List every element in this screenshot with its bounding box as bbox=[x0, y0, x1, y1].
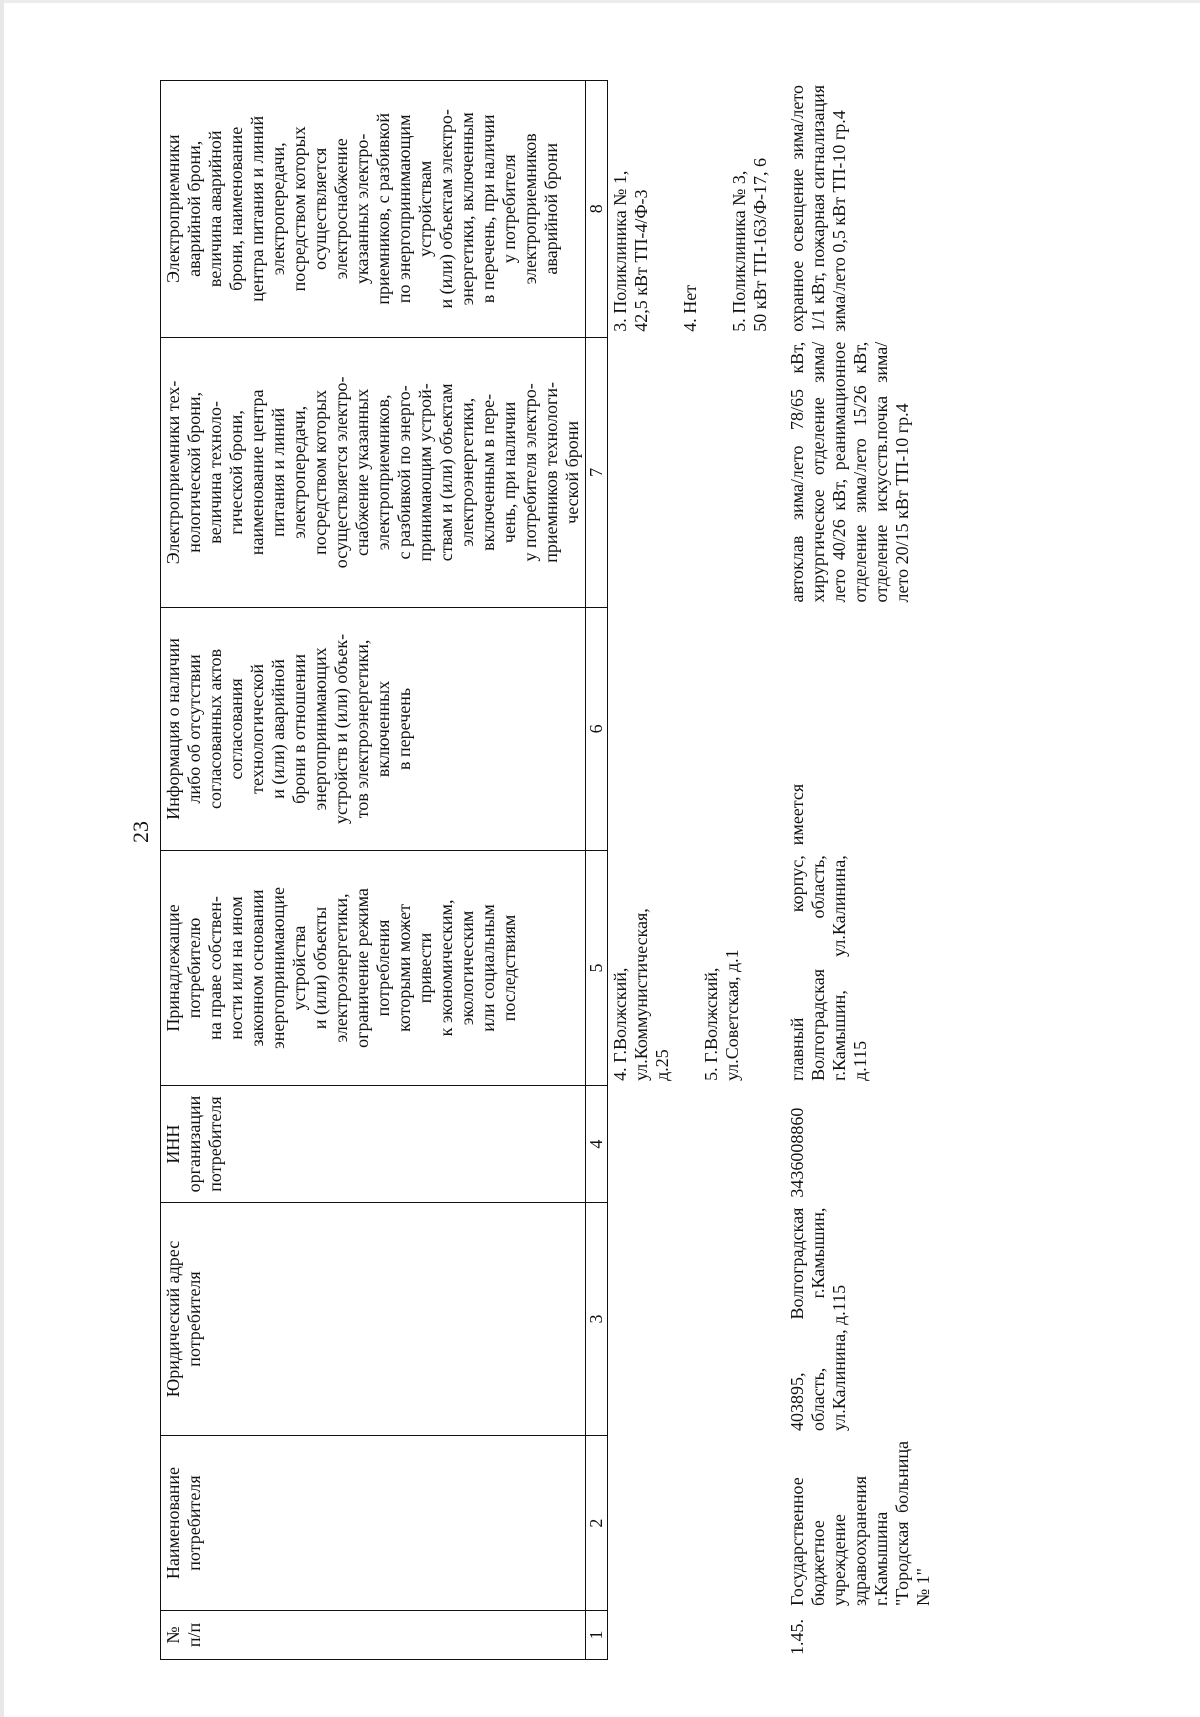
col-number: 8 bbox=[586, 81, 608, 338]
column-number-row bbox=[586, 81, 608, 1660]
header-num: № п/п bbox=[161, 1611, 586, 1660]
tech-reserve: автоклав зима/лето 78/65 кВт, хирургическое отделение зима/лето 40/26 кВт, реанимационное отделение зима/лето 15/26 кВт, отделение искусств.почка зима/лето 20/15 кВт ТП-10 гр.4 bbox=[787, 341, 912, 603]
table-header-row bbox=[161, 81, 586, 1660]
table-row-1-45 bbox=[773, 80, 936, 1660]
continuation-row bbox=[608, 80, 773, 1660]
col-number: 3 bbox=[586, 1202, 608, 1435]
consumer-name: Государственное бюджетное учреждение здравоохранения г.Камышина "Городская больница № 1" bbox=[787, 1440, 933, 1606]
object-item: 5. Г.Волжский, ул.Советская, д.1 bbox=[701, 949, 742, 1081]
col-number: 2 bbox=[586, 1436, 608, 1611]
header-tech-reserve: Электроприемники тех- нологической брони, величина техноло- гической брони, наименование центра питания и линий электропередачи, посредством которых осуществляется электро- снабжение указанных электроприемников, с разбивкой по энерго- принимающим устрой- ствам и (или) объектам электроэнергетики, включенным в пере- чень, при наличии у потребителя электро- приемников технологи- ческой брони bbox=[161, 337, 586, 608]
consumer-address: 403895, Волгоградская область, г.Камышин, ул.Калинина, д.115 bbox=[787, 1207, 849, 1431]
header-inn: ИНН организации потребителя bbox=[161, 1086, 586, 1203]
emergency-item: 5. Поликлиника № 3, 50 кВт ТП-163/Ф-17, 6 bbox=[729, 157, 770, 332]
table-body bbox=[608, 80, 936, 1660]
col-number: 7 bbox=[586, 337, 608, 608]
header-acts: Информация о наличии либо об отсутствии согласованных актов согласования технологической и (или) аварийной брони в отношении энергопринимающих устройств и (или) объек- тов электроэнергетики, включенных в перечень bbox=[161, 608, 586, 851]
col-number: 5 bbox=[586, 850, 608, 1086]
header-objects: Принадлежащие потребителю на праве собствен- ности или на ином законном основании энергопринимающие устройства и (или) объекты электроэнергетики, ограничение режима потребления которыми может привести к экономическим, экологическим или социальным последствиям bbox=[161, 850, 586, 1086]
col-number: 6 bbox=[586, 608, 608, 851]
emergency-item: 4. Нет bbox=[680, 284, 700, 332]
consumer-inn: 3436008860 bbox=[787, 1107, 807, 1198]
consumer-table bbox=[160, 80, 608, 1660]
object-item: 4. Г.Волжский, ул.Коммунистическая, д.25 bbox=[610, 908, 672, 1081]
header-address: Юридический адрес потребителя bbox=[161, 1202, 586, 1435]
scan-edge-top bbox=[0, 0, 1200, 3]
row-number: 1.45. bbox=[787, 1619, 807, 1655]
scan-edge-left bbox=[0, 0, 4, 1717]
col-number: 1 bbox=[586, 1611, 608, 1660]
col-number: 4 bbox=[586, 1086, 608, 1203]
page-number: 23 bbox=[128, 821, 153, 843]
header-name: Наименование потребителя bbox=[161, 1436, 586, 1611]
emergency-item: 3. Поликлиника № 1, 42,5 кВт ТП-4/Ф-3 bbox=[610, 170, 651, 332]
emergency-reserve: охранное освещение зима/лето 1/1 кВт, пожарная сигнализация зима/лето 0,5 кВт ТП-10 гр.4 bbox=[787, 85, 849, 332]
consumer-objects: главный корпус, Волгоградская область, г.Камышин, ул.Калинина, д.115 bbox=[787, 855, 870, 1081]
continuation-objects bbox=[608, 850, 773, 1086]
header-emergency-reserve: Электроприемники аварийной брони, величина аварийной брони, наименование центра питания и линий электропередачи, посредством которых осуществляется электроснабжение указанных электро- приемников, с разбивкой по энергопринимающим устройствам и (или) объектам электро- энергетики, включенным в перечень, при наличии у потребителя электроприемников аварийной брони bbox=[161, 81, 586, 338]
acts-status: имеется bbox=[787, 783, 807, 846]
rotated-table-container bbox=[160, 40, 1180, 1660]
continuation-emergency bbox=[608, 80, 773, 337]
